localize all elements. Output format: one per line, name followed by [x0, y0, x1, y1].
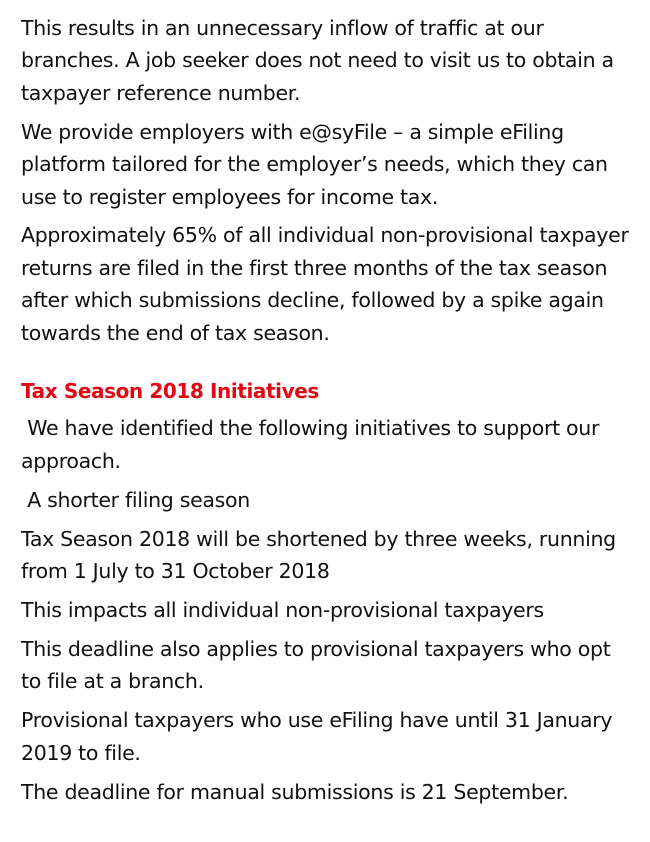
section-paragraph-5: This deadline also applies to provisional taxpayers who opt to file at a branch.	[21, 636, 611, 694]
section-heading: Tax Season 2018 Initiatives	[21, 379, 319, 404]
section-paragraph-1: We have identified the following initiatives to support our approach.	[21, 416, 606, 473]
document-page	[21, 12, 635, 814]
section-paragraph-7: The deadline for manual submissions is 21 September.	[21, 779, 569, 804]
intro-paragraph-2: We provide employers with e@syFile – a simple eFiling platform tailored for the employer’s needs, which they can use to register employees for income tax.	[21, 119, 608, 209]
section-paragraph-4: This impacts all individual non-provisional taxpayers	[21, 598, 544, 622]
section-paragraph-2: A shorter filing season	[21, 487, 250, 512]
section-paragraph-6: Provisional taxpayers who use eFiling have until 31 January 2019 to file.	[21, 708, 613, 765]
intro-paragraph-1: This results in an unnecessary inflow of traffic at our branches. A job seeker does not need to visit us to obtain a taxpayer reference number.	[21, 16, 614, 105]
intro-paragraph-3: Approximately 65% of all individual non-provisional taxpayer returns are filed in the first three months of the tax season after which submissions decline, followed by a spike again towards the end of tax season.	[21, 223, 629, 345]
section-paragraph-3: Tax Season 2018 will be shortened by three weeks, running from 1 July to 31 October 2018	[21, 526, 616, 584]
